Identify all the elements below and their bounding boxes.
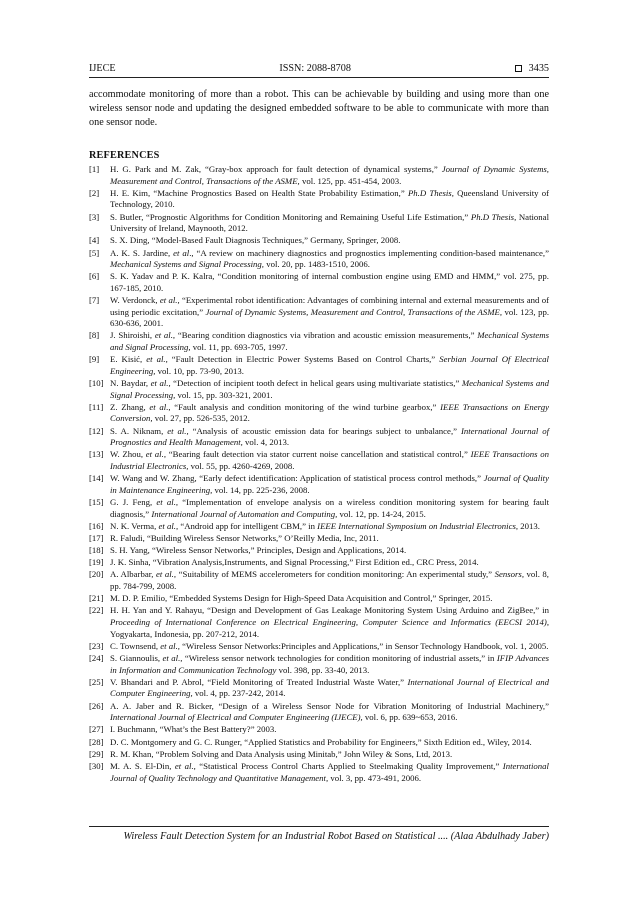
reference-italic-segment: Ph.D Thesis xyxy=(470,211,515,222)
reference-segment: C. Townsend, xyxy=(110,640,161,651)
reference-segment: H. H. Yan and Y. Rahayu, “Design and Development of Gas Leakage Monitoring System Using Arduino and ZigBee,” in xyxy=(110,605,549,616)
reference-segment: , Queensland University of Technology, 2010. xyxy=(110,187,549,210)
reference-segment: S. K. Yadav and P. K. Kalra, “Condition monitoring of internal combustion engine using EMD and HMM,” vol. 275, pp. 167-185, 2010. xyxy=(110,271,549,293)
reference-segment: , “Bearing fault detection via stator current noise cancellation and statistical control,” xyxy=(163,449,471,460)
reference-text xyxy=(110,605,549,640)
reference-segment: vol. 55, pp. 4260-4269, 2008. xyxy=(188,460,295,471)
reference-segment: W. Zhou, xyxy=(110,449,146,460)
reference-item xyxy=(89,164,549,187)
reference-item xyxy=(89,521,549,533)
reference-item xyxy=(89,737,549,749)
reference-number: [10] xyxy=(89,378,104,389)
reference-number: [4] xyxy=(89,235,100,246)
reference-segment: vol. 8, pp. 784-799, 2008. xyxy=(110,569,549,592)
reference-italic-segment: et al. xyxy=(162,653,181,663)
reference-italic-segment: et al. xyxy=(174,760,194,771)
reference-segment: S. X. Ding, “Model-Based Fault Diagnosis Techniques,” Germany, Springer, 2008. xyxy=(110,235,401,246)
reference-segment: , “Implementation of envelope analysis on a wireless condition monitoring system for bearing fault diagnosis,” xyxy=(110,496,549,519)
reference-italic-segment: International Journal of Automation and Computing, xyxy=(151,508,338,519)
reference-segment: Z. Zhang, xyxy=(110,401,150,412)
reference-item xyxy=(89,677,549,700)
reference-number: [3] xyxy=(89,211,100,222)
reference-segment: vol. 123, pp. 630-636, 2001. xyxy=(110,306,550,329)
reference-item xyxy=(89,545,549,557)
reference-item xyxy=(89,449,549,472)
reference-italic-segment: et al. xyxy=(159,295,178,306)
reference-italic-segment: et al. xyxy=(167,425,187,436)
reference-segment: D. C. Montgomery and G. C. Runger, “Applied Statistics and Probability for Engineers,” Sixth Edition ed., Wiley, 2014. xyxy=(110,736,532,747)
reference-text xyxy=(110,545,549,557)
reference-segment: N. K. Verma, xyxy=(110,520,159,531)
reference-italic-segment: et al. xyxy=(156,496,176,507)
reference-number: [5] xyxy=(89,247,100,258)
reference-segment: , 2013. xyxy=(515,520,540,531)
reference-item xyxy=(89,749,549,761)
reference-item xyxy=(89,724,549,736)
reference-text xyxy=(110,426,549,449)
reference-item xyxy=(89,593,549,605)
reference-text xyxy=(110,593,549,605)
reference-segment: , “Fault Detection in Electric Power Systems Based on Control Charts,” xyxy=(165,354,440,365)
reference-segment: E. Kisić, xyxy=(110,354,147,365)
reference-number: [23] xyxy=(89,640,104,651)
reference-segment: , “Statistical Process Control Charts Applied to Steelmaking Quality Improvement,” xyxy=(193,760,503,771)
reference-number: [14] xyxy=(89,473,104,484)
reference-number: [16] xyxy=(89,520,104,531)
reference-number: [18] xyxy=(89,545,104,556)
reference-segment: W. Verdonck, xyxy=(110,295,160,306)
reference-italic-segment: Mechanical Systems and Signal Processing, xyxy=(110,259,264,270)
reference-text xyxy=(110,557,549,569)
reference-italic-segment: et al. xyxy=(158,520,176,531)
reference-italic-segment: International Journal of Prognostics and Health Management, xyxy=(110,425,550,448)
reference-italic-segment: Ph.D Thesis xyxy=(407,187,452,198)
reference-number: [26] xyxy=(89,700,104,711)
reference-item xyxy=(89,235,549,247)
header-divider xyxy=(89,77,549,78)
reference-number: [27] xyxy=(89,724,104,735)
reference-segment: vol. 10, pp. 73-90, 2013. xyxy=(155,365,244,376)
reference-segment: vol. 20, pp. 1483-1510, 2006. xyxy=(264,259,370,270)
reference-segment: vol. 27, pp. 526-535, 2012. xyxy=(152,413,250,424)
reference-segment: R. Faludi, “Building Wireless Sensor Networks,” O’Reilly Media, Inc, 2011. xyxy=(110,532,379,543)
reference-text xyxy=(110,402,549,425)
reference-item xyxy=(89,761,549,784)
page-number-group xyxy=(515,63,549,74)
reference-segment: J. Shiroishi, xyxy=(110,330,155,341)
reference-number: [20] xyxy=(89,569,104,580)
reference-number: [29] xyxy=(89,748,104,759)
reference-item xyxy=(89,330,549,353)
reference-segment: J. K. Sinha, “Vibration Analysis,Instruments, and Signal Processing,” First Edition ed., CRC Press, 2014. xyxy=(110,557,479,568)
reference-segment: , “Suitability of MEMS accelerometers for condition monitoring: An experimental study,” xyxy=(173,569,495,580)
reference-segment: vol. 3, pp. 473-491, 2006. xyxy=(328,772,422,783)
reference-segment: , “Experimental robot identification: Advantages of combining internal and external measurements and of using periodic excitation,” xyxy=(110,295,549,317)
reference-number: [1] xyxy=(89,164,100,174)
reference-number: [22] xyxy=(89,605,104,616)
reference-number: [2] xyxy=(89,187,100,198)
reference-italic-segment: International Journal of Electrical and Computer Engineering, xyxy=(110,676,549,699)
reference-number: [7] xyxy=(89,295,100,306)
reference-item xyxy=(89,295,549,330)
reference-number: [21] xyxy=(89,593,104,604)
reference-segment: , “Wireless sensor network technologies for condition monitoring of industrial assets,” in xyxy=(180,653,497,663)
reference-item xyxy=(89,212,549,235)
reference-text xyxy=(110,295,549,330)
reference-item xyxy=(89,557,549,569)
reference-italic-segment: Sensors, xyxy=(494,569,525,580)
reference-item xyxy=(89,402,549,425)
reference-italic-segment: IEEE Transactions on Energy Conversion, xyxy=(110,401,549,424)
reference-number: [30] xyxy=(89,760,104,771)
page-footer: Wireless Fault Detection System for an Industrial Robot Based on Statistical .... (Alaa Abdulhady Jaber) xyxy=(123,831,549,842)
reference-segment: A. K. S. Jardine, xyxy=(110,247,174,258)
reference-segment: ., “A review on machinery diagnostics and prognostics implementing condition-based maintenance,” xyxy=(189,247,549,258)
reference-text xyxy=(110,653,549,676)
reference-italic-segment: International Journal of Electrical and Computer Engineering (IJECE), xyxy=(110,712,363,723)
reference-segment: vol. 14, pp. 225-236, 2008. xyxy=(212,484,310,495)
reference-item xyxy=(89,569,549,592)
reference-segment: vol. 15, pp. 303-321, 2001. xyxy=(175,389,273,400)
reference-text xyxy=(110,761,549,784)
reference-italic-segment: et al. xyxy=(146,354,166,365)
reference-italic-segment: et al. xyxy=(150,378,169,389)
reference-italic-segment: et al. xyxy=(149,401,169,412)
reference-text xyxy=(110,188,549,211)
reference-segment: M. D. P. Emilio, “Embedded Systems Design for High-Speed Data Acquisition and Control,” Springer, 2015. xyxy=(110,593,493,604)
reference-text xyxy=(110,497,549,520)
reference-text xyxy=(110,701,549,724)
page-number: 3435 xyxy=(528,63,549,74)
reference-segment: vol. 398, pp. 33-40, 2013. xyxy=(276,664,370,675)
reference-segment: , “Wireless Sensor Networks:Principles and Applications,” in Sensor Technology Handbook, vol. 1, 2005. xyxy=(177,640,549,651)
reference-italic-segment: et al. xyxy=(160,640,178,651)
reference-item xyxy=(89,533,549,545)
journal-name: IJECE xyxy=(89,63,116,74)
reference-text xyxy=(110,378,549,401)
reference-number: [24] xyxy=(89,653,104,663)
reference-italic-segment: Mechanical Systems and Signal Processing, xyxy=(110,330,549,353)
reference-italic-segment: Journal of Dynamic Systems, Measurement and Control, Transactions of the ASME, xyxy=(205,306,503,317)
reference-segment: R. M. Khan, “Problem Solving and Data Analysis using Minitab,” John Wiley & Sons, Ltd, 2013. xyxy=(110,748,453,759)
reference-item xyxy=(89,701,549,724)
reference-italic-segment: Journal of Quality in Maintenance Engineering, xyxy=(110,473,549,495)
reference-segment: , Yogyakarta, Indonesia, pp. 207-212, 2014. xyxy=(110,617,549,639)
reference-number: [19] xyxy=(89,557,104,568)
reference-text xyxy=(110,212,549,235)
reference-segment: S. Butler, “Prognostic Algorithms for Condition Monitoring and Remaining Useful Life Estimation,” xyxy=(110,211,471,222)
reference-item xyxy=(89,248,549,271)
reference-item xyxy=(89,188,549,211)
reference-segment: , “Detection of incipient tooth defect in helical gears using multivariate statistics,” xyxy=(168,378,462,389)
reference-text xyxy=(110,449,549,472)
reference-segment: vol. 4, pp. 237-242, 2014. xyxy=(192,688,286,699)
reference-segment: M. A. S. El-Din, xyxy=(110,760,175,771)
reference-segment: G. J. Feng, xyxy=(110,496,157,507)
reference-segment: A. A. Jaber and R. Bicker, “Design of a Wireless Sensor Node for Vibration Monitoring of Industrial Machinery,” xyxy=(110,700,549,711)
reference-text xyxy=(110,473,549,496)
reference-item xyxy=(89,497,549,520)
reference-segment: W. Wang and W. Zhang, “Early defect identification: Application of statistical process control methods,” xyxy=(110,473,484,484)
reference-italic-segment: et al. xyxy=(154,330,173,341)
reference-text xyxy=(110,533,549,545)
reference-text xyxy=(110,737,549,749)
reference-number: [13] xyxy=(89,449,104,460)
reference-text xyxy=(110,641,549,653)
reference-italic-segment: et al. xyxy=(156,569,174,580)
reference-italic-segment: Journal of Dynamic Systems, Measurement and Control, Transactions of the ASME, xyxy=(110,164,549,186)
reference-segment: A. Albarbar, xyxy=(110,569,157,580)
reference-italic-segment: International Journal of Quality Technology and Quantitative Management, xyxy=(110,760,549,783)
reference-segment: H. E. Kim, “Machine Prognostics Based on Health State Probability Estimation,” xyxy=(110,187,408,198)
reference-italic-segment: IEEE Transactions on Industrial Electronics, xyxy=(110,449,550,471)
reference-item xyxy=(89,271,549,294)
reference-number: [25] xyxy=(89,676,104,687)
reference-text xyxy=(110,248,549,271)
reference-number: [28] xyxy=(89,736,104,747)
reference-segment: S. Giannoulis, xyxy=(110,653,163,663)
reference-italic-segment: Proceeding of International Conference on Electrical Engineering, Computer Science and Informatics (EECSI 2014) xyxy=(110,617,547,628)
reference-text xyxy=(110,330,549,353)
reference-italic-segment: et al. xyxy=(145,449,164,460)
reference-item xyxy=(89,473,549,496)
reference-number: [11] xyxy=(89,401,104,412)
reference-italic-segment: Serbian Journal Of Electrical Engineering, xyxy=(110,354,549,376)
reference-segment: , “Android app for intelligent CBM,” in xyxy=(175,520,318,531)
reference-segment: , “Fault analysis and condition monitoring of the wind turbine gearbox,” xyxy=(168,401,441,412)
reference-segment: V. Bhandari and P. Abrol, “Field Monitoring of Treated Industrial Waste Water,” xyxy=(110,676,408,687)
reference-segment: , National University of Ireland, Maynooth, 2012. xyxy=(110,211,549,234)
reference-item xyxy=(89,641,549,653)
reference-segment: S. A. Niknam, xyxy=(110,425,168,436)
reference-italic-segment: IEEE International Symposium on Industrial Electronics xyxy=(317,520,516,531)
reference-segment: N. Baydar, xyxy=(110,378,151,389)
reference-text xyxy=(110,354,549,377)
reference-segment: vol. 12, pp. 14-24, 2015. xyxy=(337,508,426,519)
reference-italic-segment: IFIP Advances in Information and Communication Technology xyxy=(110,653,549,675)
reference-italic-segment: et al xyxy=(173,247,190,258)
reference-segment: I. Buchmann, “What’s the Best Battery?” 2003. xyxy=(110,724,277,735)
reference-segment: vol. 6, pp. 639~653, 2016. xyxy=(362,712,458,723)
reference-item xyxy=(89,605,549,640)
reference-item xyxy=(89,354,549,377)
page-header xyxy=(89,58,549,74)
square-icon xyxy=(515,65,522,72)
reference-number: [8] xyxy=(89,330,100,341)
reference-number: [15] xyxy=(89,496,104,507)
reference-text xyxy=(110,569,549,592)
reference-number: [12] xyxy=(89,425,104,436)
reference-text xyxy=(110,271,549,294)
reference-item xyxy=(89,426,549,449)
references-list xyxy=(89,164,549,785)
issn: ISSN: 2088-8708 xyxy=(279,63,351,74)
references-heading: REFERENCES xyxy=(89,150,160,161)
reference-segment: vol. 4, 2013. xyxy=(242,437,290,448)
reference-number: [6] xyxy=(89,271,100,282)
reference-item xyxy=(89,653,549,676)
reference-segment: , “Analysis of acoustic emission data for bearings subject to unbalance,” xyxy=(186,425,461,436)
reference-text xyxy=(110,521,549,533)
footer-divider xyxy=(89,826,549,827)
reference-text xyxy=(110,677,549,700)
reference-text xyxy=(110,235,549,247)
reference-segment: vol. 11, pp. 693-705, 1997. xyxy=(190,342,288,353)
reference-segment: , “Bearing condition diagnostics via vibration and acoustic emission measurements,” xyxy=(172,330,478,341)
reference-segment: H. G. Park and M. Zak, “Gray-box approach for fault detection of dynamical systems,” xyxy=(110,164,442,174)
reference-number: [9] xyxy=(89,354,100,365)
reference-item xyxy=(89,378,549,401)
intro-paragraph: accommodate monitoring of more than a robot. This can be achievable by building and using more than one wireless sensor node and updating the designed embedded software to be able to communicate with more than one sensor node. xyxy=(89,89,549,128)
reference-segment: S. H. Yang, “Wireless Sensor Networks,” Principles, Design and Applications, 2014. xyxy=(110,545,407,556)
reference-segment: vol. 125, pp. 451-454, 2003. xyxy=(299,175,402,186)
reference-italic-segment: Mechanical Systems and Signal Processing, xyxy=(110,378,549,400)
reference-text xyxy=(110,164,549,187)
reference-number: [17] xyxy=(89,532,104,543)
reference-text xyxy=(110,724,549,736)
reference-text xyxy=(110,749,549,761)
